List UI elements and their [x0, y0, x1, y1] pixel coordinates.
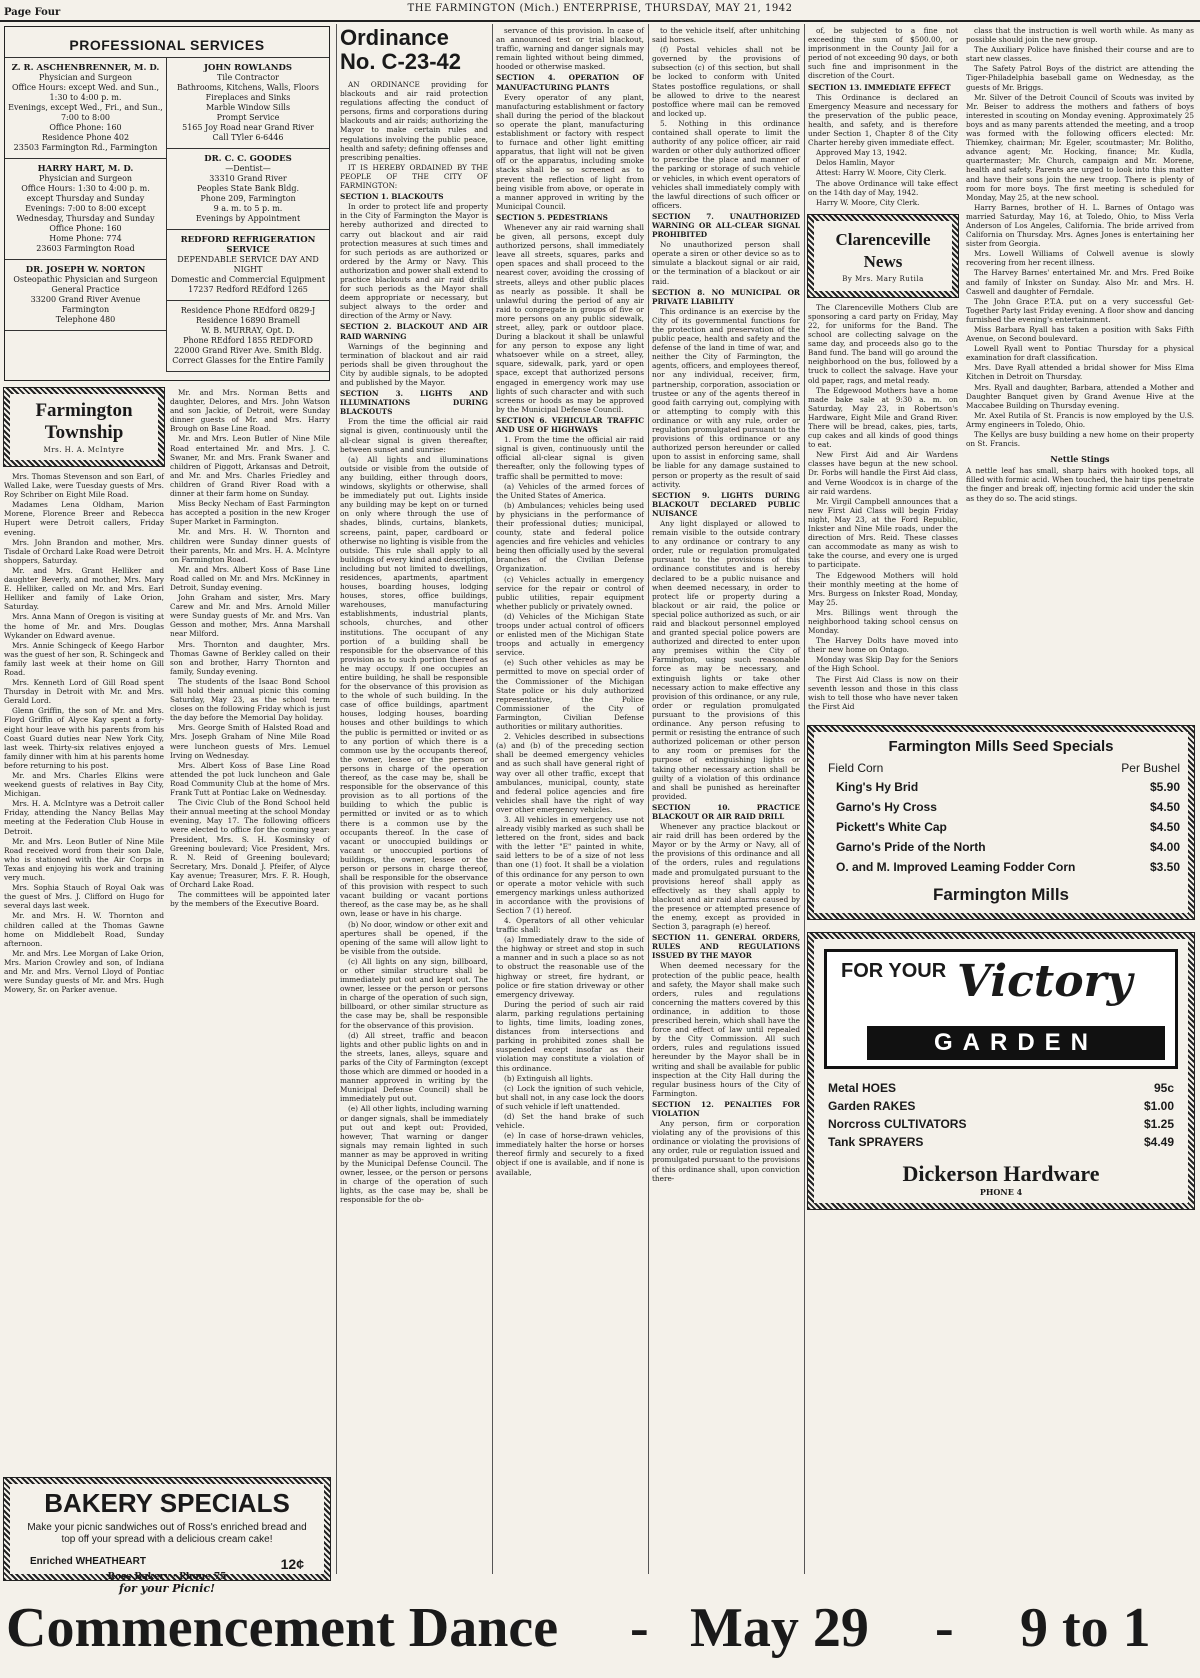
paragraph: Mr. and Mrs. H. W. Thornton and children were Sunday dinner guests of their parents, Mr. and Mrs. H. A. McIntyre on Farmington Road.	[170, 527, 330, 564]
paragraph: 4. Operators of all other vehicular traffic shall:	[496, 916, 644, 935]
paragraph: No unauthorized person shall operate a siren or other device so as to simulate a blackout signal or air raid, or the termination of a blackout or air raid.	[652, 240, 800, 286]
paragraph: The above Ordinance will take effect on the 14th day of May, 1942.	[808, 178, 958, 197]
paragraph: Approved May 13, 1942.	[816, 148, 908, 158]
paragraph: (e) Such other vehicles as may be permitted to move on special order of the Commissioner of the Michigan State police or his duly authorized representative, the Police Commissioner of the City of Farmington, Civilian Defense authorities or military authorities.	[496, 658, 644, 732]
clarenceville-title: Clarenceville News	[835, 229, 931, 271]
paragraph: The Clarenceville Mothers Club are sponsoring a card party on Friday, May 22, for uniforms for the Band. The school are collecting salvage on the same day, and proceeds also go to the Band fund. The band will go around the neighborhood on the bus, followed by a truck to collect the salvage. Have your old paper, rags, and metal ready.	[808, 302, 958, 385]
hardware-item	[814, 1115, 1188, 1133]
paragraph: Mrs. H. A. McIntyre was a Detroit caller Friday, attending the Nancy Bellas May meeting at the Federation Club House in Detroit.	[4, 799, 164, 836]
paragraph: Mrs. Thomas Stevenson and son Earl, of Walled Lake, were Tuesday guests of Mrs. Roy Schriber on Eight Mile Road.	[4, 472, 164, 500]
paragraph: of, be subjected to a fine not exceeding the sum of $500.00, or imprisonment in the County Jail for a period of not exceeding 90 days, or both such fine and imprisonment in the discretion of the Court.	[808, 26, 958, 81]
paragraph: Mr. Silver of the Detroit Council of Scouts was invited by Mr. Beiser to address the mothers and fathers of boys interested in scouting on Monday evening. Approximately 25 boys and as many parents attended the meeting, and a troop was formed with the following officers elected: Mr. Thiemkey, chairman; Mr. Egeler, scoutmaster; Mr. Bolitho, advance agent; Mr. Hocking, finance; Mr. Kudla, quartermaster; Mr. Church, campaign and Mr. Morene, health and safety. Parents are urged to look into this matter and have their sons join the new troop. There is plenty of room for more boys. The first meeting is scheduled for Monday, May 25, at the new school.	[966, 92, 1194, 202]
masthead	[0, 0, 1200, 22]
hardware-item-price: $1.00	[1143, 1098, 1174, 1113]
card-line: Home Phone: 774	[49, 234, 122, 243]
card-line: Physician and Surgeon	[38, 73, 133, 82]
commencement-banner	[0, 1586, 1200, 1678]
section-heading: SECTION 4. OPERATION OF MANUFACTURING PLANTS	[496, 73, 644, 92]
card-line: 5165 Joy Road near Grand River	[182, 123, 314, 132]
newspaper-header: THE FARMINGTON (Mich.) ENTERPRISE, THURSDAY, MAY 21, 1942	[407, 3, 793, 14]
column-rule	[492, 24, 493, 1574]
paragraph: Mrs. Ryall and daughter, Barbara, attended a Mother and Daughter Banquet given by Grand Avenue Hive at the Maccabee Building on Thursday evening.	[966, 382, 1194, 410]
business-card	[167, 301, 329, 372]
paragraph: Mrs. Lowell Williams of Colwell avenue is slowly recovering from her recent illness.	[966, 249, 1194, 268]
victory-store: Dickerson Hardware	[902, 1160, 1100, 1186]
paragraph: (c) Lock the ignition of such vehicle, but shall not, in any case lock the doors of such vehicle if left unattended.	[496, 1083, 644, 1111]
card-line: Office Phone: 160	[49, 224, 122, 233]
hardware-item-price: 95c	[1153, 1080, 1174, 1095]
paragraph: (b) Ambulances; vehicles being used by physicians in the performance of their professional duties; municipal, county, state and federal police agencies and fire vehicles and vehicles being then officially used by the several branches of the Civilian Defense Organization.	[496, 500, 644, 574]
seed-items	[814, 777, 1188, 877]
paragraph: This ordinance is an exercise by the City of its governmental functions for the protection and preservation of the public peace, health and safety and the defense of the land in time of war, and neither the City of Farmington, the agents, officers, and employees thereof, nor any individual, receiver, firm, partnership, corporation, association or trustee or any of the agents thereof in good faith carrying out, complying with or attempting to comply with this ordinance or with any rule, order or regulation promulgated pursuant to the provisions of this ordinance or any authorized person hereunder or called upon to assist in enforcing same, shall be liable for any damage sustained to person or property as the result of said activity.	[652, 306, 800, 489]
paragraph: Monday was Skip Day for the Seniors of the High School.	[808, 655, 958, 674]
seed-store: Farmington Mills	[933, 884, 1069, 904]
paragraph: During the period of such air raid alarm, parking regulations pertaining to lights, time limits, loading zones, distances from intersections and parking in prohibited zones shall be suspended except insofar as their violation may constitute a violation of this ordinance.	[496, 999, 644, 1073]
cards-right	[167, 58, 329, 372]
paragraph: (e) In case of horse-drawn vehicles, immediately halter the horse or horses thereof firmly and securely to a fixed object if one is available, and if none is available,	[496, 1131, 644, 1177]
clarenceville-text-continued	[966, 26, 1194, 448]
section-heading: SECTION 13. IMMEDIATE EFFECT	[808, 82, 951, 92]
banner-dash-2: -	[935, 1597, 954, 1659]
card-line: Bathrooms, Kitchens, Walls, Floors	[177, 83, 319, 92]
ordinance-column-3	[652, 26, 800, 1576]
seed-item-price: $3.50	[1149, 859, 1180, 874]
business-card	[5, 260, 166, 331]
card-line: 23603 Farmington Road	[36, 244, 135, 253]
banner-dash: -	[630, 1597, 649, 1659]
paragraph: The students of the Isaac Bond School will hold their annual picnic this coming Saturday, May 23, as the school term closes on the following Friday which is just the day before the Memorial Day holiday.	[170, 676, 330, 723]
card-line: Office Hours: except Wed. and Sun., 1:30 to 4:00 p. m.	[12, 83, 159, 102]
business-card	[5, 58, 166, 159]
card-line: 17237 Redford REdford 1265	[188, 285, 308, 294]
ordinance-column-1	[340, 26, 488, 1576]
hardware-item-name: Tank SPRAYERS	[828, 1134, 924, 1149]
card-line: 33310 Grand River	[209, 174, 287, 183]
card-line: General Practice	[51, 285, 120, 294]
seed-category: Field Corn	[828, 760, 884, 775]
card-line: Physician and Surgeon	[38, 174, 133, 183]
seed-item	[814, 777, 1188, 797]
card-line: Peoples State Bank Bldg.	[196, 184, 299, 193]
seed-item-price: $5.90	[1149, 779, 1180, 794]
bakery-script: for your Picnic!	[119, 1582, 215, 1595]
paragraph: Mr. and Mrs. Albert Koss of Base Line Road called on Mr. and Mrs. McKinney in Detroit, Sunday evening.	[170, 564, 330, 592]
paragraph: (b) Extinguish all lights.	[504, 1073, 593, 1083]
paragraph: (b) No door, window or other exit and apertures shall be opened, if the opening of the same will allow light to be visible from the outside.	[340, 919, 488, 956]
card-line: Evenings by Appointment	[195, 214, 301, 223]
victory-items	[814, 1079, 1188, 1151]
ordinance-text	[808, 26, 958, 207]
card-name: JOHN ROWLANDS	[203, 63, 293, 73]
paragraph: 3. All vehicles in emergency use not already visibly marked as such shall be lettered on the front, sides and back with the letter "E" painted in white, said letters to be of a size of not less than one (1) foot. It shall be a violation of this ordinance for any person to own or operate a motor vehicle with such emergency markings unless authorized in accordance with the provisions of Section 7 (1) hereof.	[496, 814, 644, 915]
card-line: Fireplaces and Sinks	[205, 93, 291, 102]
paragraph: The Harvey Barnes' entertained Mr. and Mrs. Fred Boike and family of Inkster on Sunday. Also Mr. and Mrs. H. Caswell and daughter of Ferndale.	[966, 268, 1194, 296]
paragraph: The Civic Club of the Bond School held their annual meeting at the school Monday evening, May 17. The following officers were elected to office for the coming year: President, Mrs. S. H. Kosminsky of Greening boulevard; Vice President, Mrs. R. N. Reid of Greening boulevard; Secretary, Mrs. Donald J. Pfeifer, of Alyce Kay avenue; Treasurer, Mrs. F. R. Hough, of Orchard Lake Road.	[170, 798, 330, 889]
filler-title: Nettle Stings	[1050, 454, 1110, 465]
card-line: Office Phone: 160	[49, 123, 122, 132]
paragraph: (a) Vehicles of the armed forces of the United States of America.	[496, 481, 644, 500]
bakery-store: Ross Bakery · Phone 75	[107, 1572, 227, 1582]
paragraph: (f) Postal vehicles shall not be governed by the provisions of subsection (c) of this section, but shall be locked to conform with United States postoffice regulations, or shall be allowed to drive to the nearest postoffice where mail can be removed and locked up.	[652, 45, 800, 118]
paragraph: Mr. Axel Rutila of St. Francis is now employed by the U.S. Army engineers in Toledo, Ohio.	[966, 410, 1194, 429]
hardware-item-price: $1.25	[1143, 1116, 1174, 1131]
paragraph: Glenn Griffin, the son of Mr. and Mrs. Floyd Griffin of Alyce Kay spent a forty-eight hour leave with his parents from his Coast Guard duties near New York City, last week. Thirty-six relatives enjoyed a family dinner with him at his parents home before returning to his post.	[4, 706, 164, 770]
card-name: DR. JOSEPH W. NORTON	[25, 265, 146, 275]
seed-item-name: Pickett's White Cap	[836, 819, 947, 834]
paragraph: The committees will be appointed later by the members of the Executive Board.	[170, 890, 330, 909]
victory-phone: PHONE 4	[979, 1186, 1023, 1197]
paragraph: to the vehicle itself, after unhitching said horses.	[652, 26, 800, 45]
filler-text: A nettle leaf has small, sharp hairs with hooked tops, all filled with formic acid. When touched, the hair tips penetrate the finger and break off, injecting formic acid under the skin as they do so. The acid stings.	[966, 466, 1194, 503]
section-heading: SECTION 7. UNAUTHORIZED WARNING OR ALL-CLEAR SIGNAL PROHIBITED	[652, 211, 800, 240]
ordinance-column-2	[496, 26, 644, 1576]
card-line: 23503 Farmington Rd., Farmington	[13, 143, 158, 152]
card-line: Phone REdford 1855 REDFORD	[183, 336, 313, 345]
seed-item	[814, 857, 1188, 877]
hardware-item-name: Garden RAKES	[828, 1098, 916, 1113]
victory-line1: FOR YOUR	[841, 959, 947, 982]
paragraph: Mrs. John Brandon and mother, Mrs. Tisdale of Orchard Lake Road were Detroit shoppers, Saturday.	[4, 537, 164, 565]
paragraph: Mrs. Sophia Stauch of Royal Oak was the guest of Mrs. J. Clifford on Hugo for several days last week.	[4, 883, 164, 911]
paragraph: IT IS HEREBY ORDAINED BY THE PEOPLE OF THE CITY OF FARMINGTON:	[340, 162, 488, 191]
card-line: Residence Phone 402	[41, 133, 130, 142]
paragraph: (c) All lights on any sign, billboard, or other similar structure shall be immediately put out and kept out. The owner, lessee or the person or persons in charge of the operation of such sign, billboard, or other similar structure as the case may be, shall be responsible for the observance of this provision.	[340, 956, 488, 1030]
seed-item	[814, 817, 1188, 837]
card-line: DEPENDABLE SERVICE DAY AND NIGHT	[177, 255, 319, 274]
bakery-item: Enriched WHEATHEART	[30, 1556, 146, 1567]
paragraph: The Kellys are busy building a new home on their property on St. Francis.	[966, 430, 1194, 449]
paragraph: Mrs. Annie Schingeck of Keego Harbor was the guest of her son, R. Schingeck and family last week at their home on Gill Road.	[4, 640, 164, 677]
bakery-blurb: Make your picnic sandwiches out of Ross's enriched bread and top off your spread with a delicious cream cake!	[27, 1522, 307, 1545]
business-card	[5, 159, 166, 260]
paragraph: From the time the official air raid signal is given, continuously until the all-clear signal is given thereafter, between sunset and sunrise:	[340, 417, 488, 454]
card-line: Residence Phone REdford 0829-J	[180, 306, 316, 315]
paragraph: Mrs. Billings went through the neighborhood taking school census on Monday.	[808, 607, 958, 636]
paragraph: Miss Becky Necham of East Farmington has accepted a position in the new Kroger Super Market in Farmington.	[170, 499, 330, 527]
paragraph: Mrs. Anna Mann of Oregon is visiting at the home of Mr. and Mrs. Douglas Wykander on Edward avenue.	[4, 612, 164, 640]
seed-ad	[808, 726, 1194, 919]
card-line: Tile Contractor	[217, 73, 279, 82]
column-rule	[336, 24, 337, 1574]
seed-item	[814, 837, 1188, 857]
card-line: Phone 209, Farmington	[200, 194, 296, 203]
hardware-item	[814, 1133, 1188, 1151]
paragraph: Mr. and Mrs. Leon Butler of Nine Mile Road entertained Mr. and Mrs. J. C. Swaner, Mr. and Mrs. Frank Swaner and children of Piggott, Arkansas and Detroit, and Mr. and Mrs. Charles Friedley and children of Grand River Road with a dinner at their farm home on Sunday.	[170, 434, 330, 499]
card-line: —Dentist—	[225, 164, 271, 173]
section-heading: SECTION 3. LIGHTS AND ILLUMINATIONS DURING BLACKOUTS	[340, 389, 488, 417]
clarenceville-text	[808, 303, 958, 711]
paragraph: New First Aid and Air Wardens classes have begun at the new school. Dr. Forbs will handle the First Aid class, and Verne Woodcox is in charge of the air raid wardens.	[808, 450, 958, 496]
clarenceville-heading	[808, 215, 958, 297]
card-line: Farmington	[61, 305, 110, 314]
paragraph: (e) All other lights, including warning or danger signals, shall be immediately put out and kept out: Provided, however, That warning or danger signals may remain lighted in such manner as may be approved in writing by the Municipal Defense Council. The owner, lessee, or the person or persons in charge of the operation of such lights, as the case may be, shall be responsible for the ob-	[340, 1104, 488, 1205]
paragraph: The Safety Patrol Boys of the district are attending the Tiger-Philadelphia baseball game on Wednesday, as the guests of Mr. Briggs.	[966, 64, 1194, 92]
seed-item	[814, 797, 1188, 817]
card-line: Telephone 480	[55, 315, 116, 324]
bakery-ad	[4, 1478, 330, 1595]
seed-ad-title: Farmington Mills Seed Specials	[888, 737, 1114, 755]
section-heading: SECTION 5. PEDESTRIANS	[496, 212, 608, 222]
ordinance-text	[652, 26, 800, 1183]
paragraph: Mr. and Mrs. Norman Betts and daughter, Delores, and Mrs. John Watson and son Jackie, of Detroit, were Sunday dinner guests of Mr. and Mrs. Harry Brough on Base Line Road.	[170, 388, 330, 434]
paragraph: Mr. Virgil Campbell announces that a new First Aid Class will begin Friday night, May 23, at the Ford Republic, Inkster and Nine Mile roads, under the direction of Mrs. Reid. These classes can accommodate as many as wish to take the course, and every one is urged to participate.	[808, 496, 958, 570]
paragraph: Mr. and Mrs. Charles Elkins were weekend guests of relatives in Bay City, Michigan.	[4, 771, 164, 799]
paragraph: Mrs. Thornton and daughter, Mrs. Thomas Gawne of Berkley called on their son and brother, Harry Thornton and family, Sunday evening.	[170, 639, 330, 676]
paragraph: (d) Set the hand brake of such vehicle.	[496, 1111, 644, 1131]
township-text-continued	[170, 388, 330, 908]
right-section	[808, 26, 1196, 1576]
paragraph: Mr. and Mrs. Grant Helliker and daughter Beverly, and mother, Mrs. Mary E. Helliker, called on Mr. and Mrs. Earl Helliker and family of Lake Orion, Saturday.	[4, 565, 164, 612]
column-rule	[804, 24, 805, 1574]
hardware-item-name: Metal HOES	[828, 1080, 897, 1095]
paragraph: (c) Vehicles actually in emergency service for the repair or control of public utilities, repair equipment whether publicly or privately owned.	[496, 574, 644, 611]
paragraph: Attest: Harry W. Moore, City Clerk.	[816, 168, 947, 178]
section-heading: SECTION 10. PRACTICE BLACKOUT OR AIR RAID DRILL	[652, 802, 800, 821]
card-line: 22000 Grand River Ave. Smith Bldg.	[174, 346, 322, 355]
section-heading: SECTION 9. LIGHTS DURING BLACKOUT DECLARED PUBLIC NUISANCE	[652, 490, 800, 518]
section-heading: SECTION 12. PENALTIES FOR VIOLATION	[652, 1099, 800, 1118]
paragraph: Mr. and Mrs. H. W. Thornton and children called at the Thomas Gawne home on Middlebelt Road, Sunday afternoon.	[4, 911, 164, 948]
seed-unit: Per Bushel	[1121, 760, 1180, 775]
township-text	[4, 472, 164, 994]
paragraph: Every operator of any plant, manufacturing establishment or factory shall during the period of the blackout so operate the plant, manufacturing establishment or factory with respect to furnace and other light emitting apparatus, that light will not be given off or the apparatus, including smoke stacks shall be so screened as to prevent the reflection of light from being visible from above, or operate in a manner approved in writing by the Municipal Council.	[496, 92, 644, 211]
card-line: Osteopathic Physician and Surgeon	[13, 275, 158, 284]
card-line: Correct Glasses for the Entire Family	[172, 356, 324, 365]
seed-item-name: King's Hy Brid	[836, 779, 919, 794]
seed-item-name: Garno's Hy Cross	[836, 799, 937, 814]
card-name: HARRY HART, M. D.	[37, 164, 134, 174]
card-line: 33200 Grand River Avenue	[30, 295, 141, 304]
section-heading: SECTION 1. BLACKOUTS	[340, 192, 444, 202]
section-heading: SECTION 11. GENERAL ORDERS, RULES AND REGULATIONS ISSUED BY THE MAYOR	[652, 933, 800, 961]
paragraph: (a) All lights and illuminations outside or visible from the outside of any building, either through doors, windows, skylights or otherwise, shall be immediately put out. Lights inside any building may be kept on or turned on only where through the use of shades, blinds, curtains, blankets, screens, paint, paper, cardboard or otherwise no lighting is visible from the outside. This rule shall apply to all buildings of every kind and description, including but not limited to dwellings, residences, apartments, apartment houses, boarding houses, lodging houses, stores, office buildings, warehouses, manufacturing establishments, industrial plants, schools, churches, and other institutions. The occupant of any portion of a building shall be responsible for the observance of this provision as to such portion thereof as he may occupy. If one occupies an entire building, he shall be responsible for the observance of this provision as to the whole of such building. In the case of office buildings, apartment houses, lodging houses, boarding houses and other buildings to which the public is permitted or invited or as to any portion of which there is a common use by the occupants thereof, the owner, lessee or the person or persons in charge of the operation thereof, as the case may be, shall be responsible for the observance of this provision as to all portions of the building to which the public is permitted or invited or as to which there is a common use by the occupants thereof. In the case of vacant or unoccupied buildings or vacant or unoccupied portions of buildings, the owner, lessee or the person or persons in charge thereof, shall be responsible for the observance of this provision with respect to such vacant building or vacant portions thereof, as the case may be, as he shall own, lease or have in his charge.	[340, 454, 488, 919]
paragraph: Harry Barnes, brother of H. L. Barnes of Ontago was married Saturday, May 16, at Toledo, Ohio, to Miss Verla Anderson of Los Angeles, California. The bride arrived from California on Thursday. Mrs. Agnes Jones is entertaining her sister from Georgia.	[966, 202, 1194, 249]
paragraph: servance of this provision. In case of an announced test or trial blackout, traffic, warning and danger signals may remain lighted without being dimmed, hooded or otherwise masked.	[496, 26, 644, 72]
paragraph: (d) Vehicles of the Michigan State troops under actual control of officers or enlisted men of the Michigan State troops and actually in emergency service.	[496, 611, 644, 658]
card-line: Call TYler 6-6446	[212, 133, 284, 142]
paragraph: John Graham and sister, Mrs. Mary Carew and Mr. and Mrs. Arnold Miller were Sunday guests of Mr. and Mrs. Van Gesson and mother, Mrs. Anna Marshall near Milford.	[170, 593, 330, 639]
paragraph: (d) All street, traffic and beacon lights and other public lights on and in the streets, lanes, alleys, square and parks of the City of Farmington (except those which are dimmed or hooded in a manner approved in writing by the Municipal Defense Council) shall be immediately put out.	[340, 1030, 488, 1104]
hardware-item-price: $4.49	[1143, 1134, 1174, 1149]
professional-services-title: PROFESSIONAL SERVICES	[69, 37, 265, 53]
seed-item-name: O. and M. Improved Leaming Fodder Corn	[836, 859, 1076, 874]
seed-item-name: Garno's Pride of the North	[836, 839, 986, 854]
page-number: Page Four	[4, 7, 61, 18]
card-name: Z. R. ASCHENBRENNER, M. D.	[11, 63, 160, 73]
paragraph: Miss Barbara Ryall has taken a position with Saks Fifth Avenue, on Second boulevard.	[966, 325, 1194, 344]
banner-date: May 29	[690, 1597, 869, 1659]
paragraph: Any light displayed or allowed to remain visible to the outside contrary to any ordinance or contrary to any order, rule or regulation promulgated pursuant to the provisions of this ordinance constitutes and is hereby declared to be a public nuisance and when deemed necessary, in order to protect life or property during a blackout or air raid, the police or special police authorized as such, or air raid and blackout personnel employed and granted special police powers are authorized and directed to enter upon any premises within the City of Farmington, using such reasonable force as may be necessary, and extinguish lights or take other necessary action to make effective any provision of this ordinance, or any rule, order or regulation promulgated pursuant to the provisions of this ordinance. Any person refusing to permit or resisting the entrance of such authorized policeman or other person to any room or premises for the purpose of extinguishing lights or taking other necessary action shall be guilty of a violation of this ordinance and shall be punished as hereinafter provided.	[652, 518, 800, 801]
bakery-title: BAKERY SPECIALS	[44, 1488, 290, 1518]
hardware-item	[814, 1079, 1188, 1097]
hardware-item-name: Norcross CULTIVATORS	[828, 1116, 967, 1131]
section-heading: SECTION 6. VEHICULAR TRAFFIC AND USE OF HIGHWAYS	[496, 415, 644, 435]
victory-garden-ad	[808, 933, 1194, 1209]
paragraph: The Edgewood Mothers have a home made bake sale at 9:30 a. m. on Saturday, May 23, in Robertson's Hardware, Eight Mile and Grand River. There will be bread, cakes, pies, tarts, cup cakes and all kinds of good things to eat.	[808, 385, 958, 450]
paragraph: Whenever any practice blackout or air raid drill has been ordered by the Mayor or by the Army or Navy, all of the provisions of this ordinance and all of the orders, rules and regulations made and promulgated pursuant to the provisions hereof shall apply as effectively as they shall apply to blackout and air raid alarms caused by the presence or attempted presence of the enemy, except as provided in Section 3, paragraph (e) hereof.	[652, 822, 800, 932]
paragraph: Lowell Ryall went to Pontiac Thursday for a physical examination for draft classification.	[966, 344, 1194, 363]
card-line: 9 a. m. to 5 p. m.	[213, 204, 283, 213]
ordinance-text	[340, 80, 488, 1204]
paragraph: Madames Lena Oldham, Marion Morene, Florence Breer and Rebecca Hupert were Detroit callers, Friday evening.	[4, 500, 164, 537]
paragraph: The First Aid Class is now on their seventh lesson and those in this class wish to tell those who have never taken the First Aid	[808, 674, 958, 711]
card-line: Prompt Service	[216, 113, 280, 122]
paragraph: The Edgewood Mothers will hold their monthly meeting at the home of Mrs. Burgess on Inkster Road, Monday, May 25.	[808, 570, 958, 607]
township-title: Farmington Township	[35, 400, 133, 443]
card-line: W. B. MURRAY, Opt. D.	[201, 326, 295, 335]
paragraph: This Ordinance is declared an Emergency Measure and necessary for the preservation of the public peace, health, and safety, and is therefore under Section 1, Chapter 8 of the City Charter hereby given immediate effect.	[808, 92, 958, 148]
paragraph: Any person, firm or corporation violating any of the provisions of this ordinance or violating the provisions of any order, rule or regulation issued and promulgated pursuant to the provisions of this ordinance shall, upon conviction there-	[652, 1119, 800, 1183]
professional-services	[4, 26, 330, 381]
business-card	[167, 230, 329, 301]
column-rule	[648, 24, 649, 1574]
hardware-item	[814, 1097, 1188, 1115]
paragraph: Mrs. George Smith of Halsted Road and Mrs. Joseph Graham of Nine Mile Road were luncheon guests of Mrs. Lemuel Irving on Wednesday.	[170, 723, 330, 760]
paragraph: Mr. and Mrs. Leon Butler of Nine Mile Road received word from their son Dale, who is stationed with the Air Corps in Texas and enjoying his work and training very much.	[4, 836, 164, 883]
paragraph: Delos Hamlin, Mayor	[816, 158, 895, 168]
cards-left	[5, 58, 167, 372]
banner-event: Commencement Dance	[6, 1597, 559, 1659]
paragraph: class that the instruction is well worth while. As many as possible should join the new group.	[966, 26, 1194, 45]
card-line: Residence 16890 Bramell	[195, 316, 301, 325]
paragraph: Whenever any air raid warning shall be given, all persons, except duly authorized persons, shall immediately leave all streets, squares, parks and open spaces and shall proceed to the nearest cover, avoiding the crossing of streets, alleys and other public places as nearly as possible. It shall be unlawful during the period of any air raid to congregate in groups of five or more persons on any public sidewalk, street, alley, park or outdoor place. During a blackout it shall be unlawful for any person to expose any light whatsoever while on a street, alley, square, sidewalk, park, yard or open space, except that authorized persons engaged in emergency work may use lights of such character and with such screens or hoods as may be approved by the Municipal Defense Council.	[496, 222, 644, 414]
bakery-price: 12¢	[280, 1556, 304, 1572]
paragraph: 1. From the time the official air raid signal is given, continuously until the official all-clear signal is given thereafter, only the following types of traffic shall be permitted to move:	[496, 435, 644, 481]
paragraph: Mrs. Kenneth Lord of Gill Road spent Thursday in Detroit with Mr. and Mrs. Gerald Lord.	[4, 678, 164, 706]
paragraph: In order to protect life and property in the City of Farmington the Mayor is hereby authorized and directed to carry out blackout and air raid protection measures at such times and for such periods as are authorized or ordered by the Army or Navy. This authorization and power shall extend to practice blackouts and air raid drills for such periods as the Mayor shall deem appropriate or necessary, but subject always to the order and direction of the Army or Navy.	[340, 202, 488, 321]
paragraph: 2. Vehicles described in subsections (a) and (b) of the preceding section shall be deemed emergency vehicles and as such shall have general right of way over all other traffic, except that ambulances, municipal, county, state and federal police agencies and fire vehicles shall have the right of way over other emergency vehicles.	[496, 732, 644, 814]
paragraph: Harry W. Moore, City Clerk.	[816, 197, 920, 207]
paragraph: When deemed necessary for the protection of the public peace, health and safety, the Mayor shall make such orders, rules and regulations concerning the matters covered by this ordinance, in addition to those prescribed herein, which shall have the force and effect of law until repealed by the City Commission. All such orders, rules and regulations issued hereunder by the Mayor shall be in writing and shall be available for public inspection at the City Hall during the regular business hours of the City of Farmington.	[652, 961, 800, 1098]
card-name: REDFORD REFRIGERATION SERVICE	[180, 235, 316, 255]
business-card	[167, 149, 329, 230]
section-heading: SECTION 2. BLACKOUT AND AIR RAID WARNING	[340, 322, 488, 341]
township-column	[4, 388, 164, 1472]
paragraph: Mrs. Dave Ryall attended a bridal shower for Miss Elma Kitchen in Detroit on Thursday.	[966, 363, 1194, 382]
paragraph: AN ORDINANCE providing for blackouts and air raid protection regulations affecting the conduct of persons, firms and corporations during blackouts and air raids; authorizing the Mayor to make certain rules and regulations involving the public peace, health and safety; defining offenses and prescribing penalties.	[340, 80, 488, 162]
seed-item-price: $4.50	[1149, 799, 1180, 814]
ordinance-text	[496, 26, 644, 1177]
paragraph: (a) Immediately draw to the side of the highway or street and stop in such a manner and in such a place so as not to obstruct the reasonable use of the highway or street, fire hydrant, or police or fire station driveway or other emergency driveway.	[496, 935, 644, 999]
paragraph: The John Grace P.T.A. put on a very successful Get-Together Party last Friday evening. A floor show and dancing furnished the evening's entertainment.	[966, 296, 1194, 324]
seed-item-price: $4.50	[1149, 819, 1180, 834]
card-line: Evenings: 7:00 to 8:00 except Wednesday, Thursday and Sunday	[16, 204, 155, 223]
paragraph: 5. Nothing in this ordinance contained shall operate to limit the authority of any police officer, air raid warden or other duly authorized officer to prescribe the place and manner of the parking or storage of such vehicle or vehicles, in which event operators of vehicles shall immediately comply with the lawful directions of such officer or officers.	[652, 118, 800, 210]
card-line: Marble Window Sills	[205, 103, 291, 112]
ordinance-title: Ordinance No. C-23-42	[340, 25, 462, 74]
clarenceville-byline: By Mrs. Mary Rutila	[842, 274, 924, 283]
seed-item-price: $4.00	[1149, 839, 1180, 854]
banner-time: 9 to 1	[1020, 1597, 1151, 1659]
section-heading: SECTION 8. NO MUNICIPAL OR PRIVATE LIABILITY	[652, 287, 800, 306]
business-card	[167, 58, 329, 149]
card-line: Domestic and Commercial Equipment	[170, 275, 326, 284]
paragraph: Warnings of the beginning and termination of blackout and air raid periods shall be given throughout the City by audible signals, to be adopted and published by the Mayor.	[340, 341, 488, 387]
card-line: Office Hours: 1:30 to 4:00 p. m. except Thursday and Sunday	[21, 184, 150, 203]
township-byline: Mrs. H. A. McIntyre	[43, 446, 125, 454]
victory-line3: GARDEN	[867, 1026, 1165, 1060]
victory-banner	[824, 949, 1178, 1069]
victory-line2: Victory	[957, 955, 1133, 1007]
card-line: Evenings, except Wed., Fri., and Sun., 7:00 to 8:00	[8, 103, 163, 122]
township-heading	[4, 388, 164, 466]
card-name: DR. C. C. GOODES	[204, 154, 292, 164]
paragraph: Mrs. Albert Koss of Base Line Road attended the pot luck luncheon and Gale Road Community Club at the home of Mrs. Frank Tutt at Pontiac Lake on Wednesday.	[170, 760, 330, 798]
paragraph: The Harvey Dolts have moved into their new home on Ontago.	[808, 636, 958, 655]
township-column-2	[170, 388, 330, 1472]
paragraph: The Auxiliary Police have finished their course and are to start new classes.	[966, 45, 1194, 64]
paragraph: Mr. and Mrs. Lee Morgan of Lake Orion, Mrs. Marion Crowley and son, of Indiana and Mr. and Mrs. Vernol Lloyd of Pontiac were Sunday guests of Mr. and Mrs. Hugh Mowery, Sr. on Parker avenue.	[4, 948, 164, 995]
